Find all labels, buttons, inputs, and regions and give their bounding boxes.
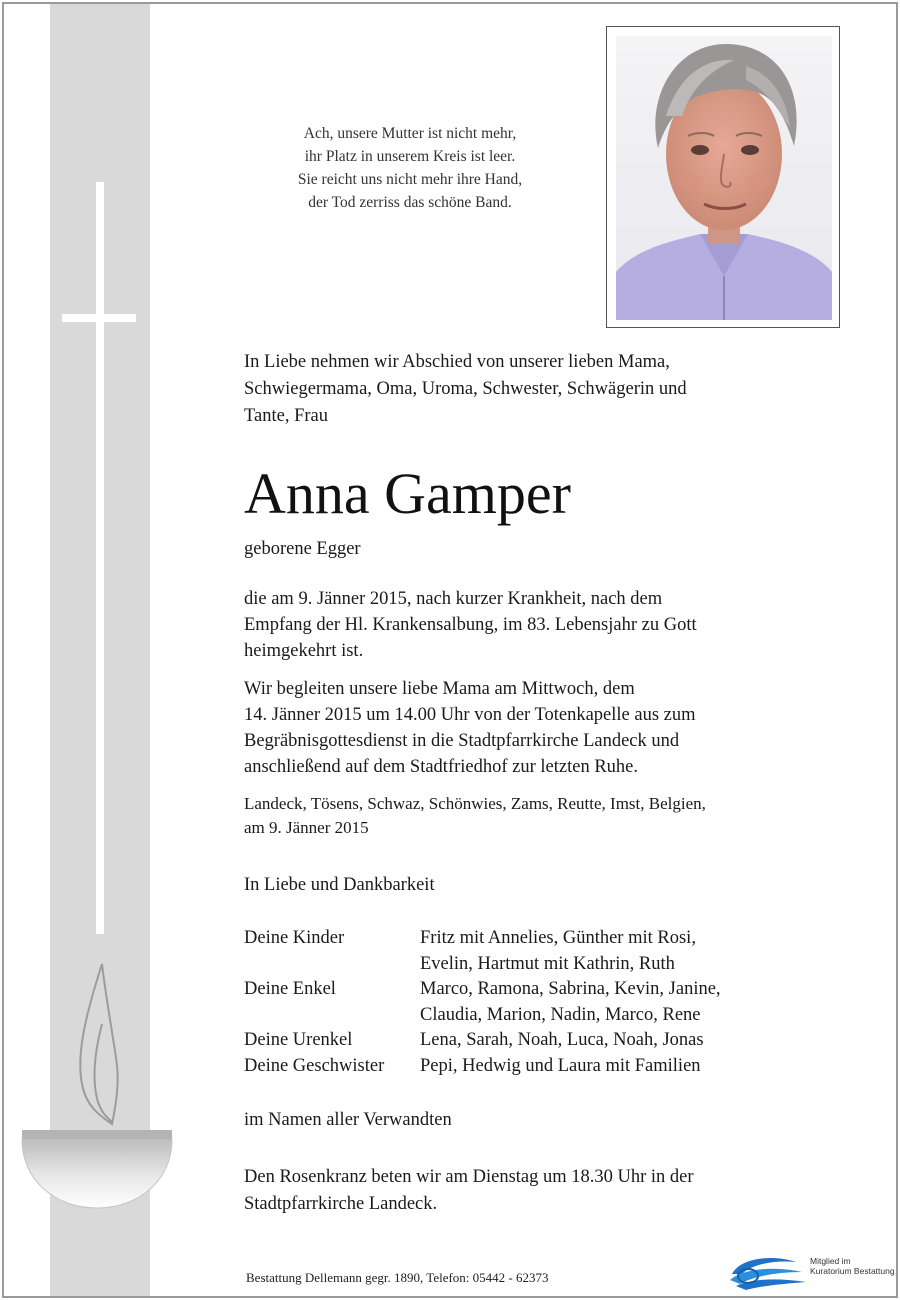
deceased-name: Anna Gamper xyxy=(244,461,571,526)
poem-line: der Tod zerriss das schöne Band. xyxy=(308,194,512,211)
family-relation: Deine Kinder xyxy=(244,928,345,948)
poem xyxy=(240,122,580,214)
family-row-great-grandchildren xyxy=(244,1028,844,1054)
family-relation: Deine Geschwister xyxy=(244,1055,385,1076)
funeral-info xyxy=(244,676,844,780)
places-line: am 9. Jänner 2015 xyxy=(244,818,369,837)
family-names: Marco, Ramona, Sabrina, Kevin, Janine, xyxy=(420,979,721,999)
family-relation: Deine Enkel xyxy=(244,979,336,999)
death-notice-line: heimgekehrt ist. xyxy=(244,641,364,661)
intro-line: Schwiegermama, Oma, Uroma, Schwester, Schwägerin und xyxy=(244,379,687,399)
family-names: Pepi, Hedwig und Laura mit Familien xyxy=(420,1055,701,1076)
funeral-line: 14. Jänner 2015 um 14.00 Uhr von der Totenkapelle aus zum xyxy=(244,705,696,725)
poem-line: Sie reicht uns nicht mehr ihre Hand, xyxy=(297,171,523,188)
maiden-name: geborene Egger xyxy=(244,539,361,559)
funeral-line: Wir begleiten unsere liebe Mama am Mittwoch, dem xyxy=(244,679,635,699)
member-badge xyxy=(726,1252,895,1292)
cross-bar xyxy=(62,314,136,322)
death-notice-line: die am 9. Jänner 2015, nach kurzer Krankheit, nach dem xyxy=(244,589,663,609)
family-names: Lena, Sarah, Noah, Luca, Noah, Jonas xyxy=(420,1030,704,1050)
intro-line: In Liebe nehmen wir Abschied von unserer lieben Mama, xyxy=(244,352,670,372)
family-row-grandchildren xyxy=(244,977,844,1028)
death-notice xyxy=(244,586,844,664)
intro-line: Tante, Frau xyxy=(244,406,328,426)
kuratorium-logo-icon xyxy=(726,1254,810,1290)
places-and-date xyxy=(244,792,706,840)
undertaker-footer: Bestattung Dellemann gegr. 1890, Telefon: 05442 - 62373 xyxy=(246,1270,549,1285)
places-line: Landeck, Tösens, Schwaz, Schönwies, Zams, Reutte, Imst, Belgien, xyxy=(244,794,706,813)
death-notice-line: Empfang der Hl. Krankensalbung, im 83. Lebensjahr zu Gott xyxy=(244,615,697,635)
poem-line: ihr Platz in unserem Kreis ist leer. xyxy=(304,148,516,165)
family-row-siblings xyxy=(244,1054,844,1080)
family-names: Fritz mit Annelies, Günther mit Rosi, xyxy=(420,928,696,948)
poem-line: Ach, unsere Mutter ist nicht mehr, xyxy=(303,125,517,142)
member-text-line: Mitglied im xyxy=(810,1256,851,1266)
family-list xyxy=(244,926,844,1079)
on-behalf-line: im Namen aller Verwandten xyxy=(244,1110,452,1130)
rosary-line: Stadtpfarrkirche Landeck. xyxy=(244,1194,438,1214)
candle-bowl-icon xyxy=(16,954,176,1214)
family-names: Evelin, Hartmut mit Kathrin, Ruth xyxy=(420,953,675,974)
family-row-children xyxy=(244,926,844,977)
rosary-info xyxy=(244,1164,694,1218)
rosary-line: Den Rosenkranz beten wir am Dienstag um 18.30 Uhr in der xyxy=(244,1167,694,1187)
thanks-line: In Liebe und Dankbarkeit xyxy=(244,875,435,895)
member-text-line: Kuratorium Bestattung xyxy=(810,1266,895,1276)
cross-icon xyxy=(96,182,104,934)
obituary-card xyxy=(2,2,898,1298)
funeral-line: Begräbnisgottesdienst in die Stadtpfarrkirche Landeck und xyxy=(244,731,680,751)
family-relation: Deine Urenkel xyxy=(244,1030,353,1050)
intro-text xyxy=(244,349,834,430)
family-names: Claudia, Marion, Nadin, Marco, Rene xyxy=(420,1004,701,1025)
funeral-line: anschließend auf dem Stadtfriedhof zur letzten Ruhe. xyxy=(244,757,639,777)
portrait-photo xyxy=(606,26,840,328)
